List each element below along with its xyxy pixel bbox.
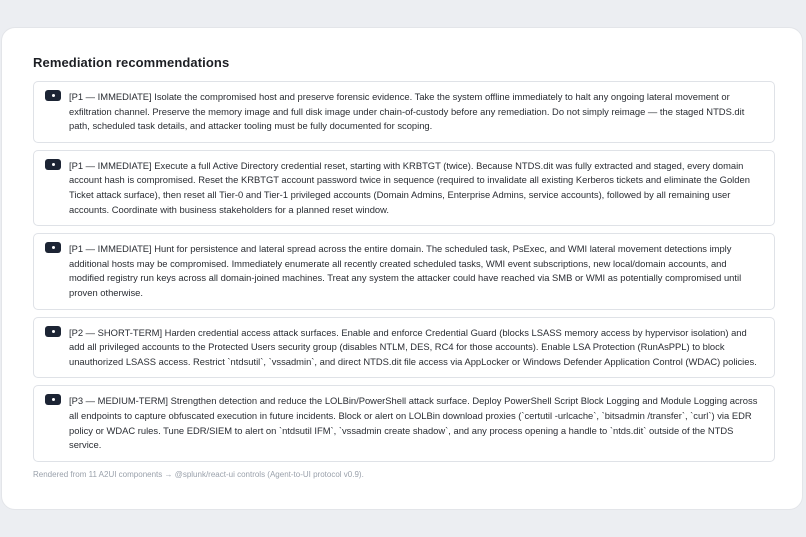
recommendation-card-3: [33, 233, 775, 309]
bullet-dot-icon: [45, 326, 61, 337]
bullet-dot-icon: [45, 90, 61, 101]
recommendation-card-2: [33, 150, 775, 226]
recommendation-text: [P1 — IMMEDIATE] Execute a full Active Directory credential reset, starting with KRBTGT (twice). Because NTDS.dit was fully extracted and staged, every domain account hash is compromised. Reset the KRBTGT account password twice in sequence (required to invalidate all existing Kerberos tickets and eliminate the Golden Ticket attack surface), then reset all Tier-0 and Tier-1 privileged accounts (Domain Admins, Enterprise Admins, service accounts), followed by all remaining user accounts. Coordinate with business stakeholders for a planned reset window.: [69, 159, 750, 215]
bullet-dot-icon: [45, 159, 61, 170]
recommendation-text: [P1 — IMMEDIATE] Isolate the compromised host and preserve forensic evidence. Take the system offline immediately to halt any ongoing lateral movement or exfiltration channel. Preserve the memory image and full disk image under chain-of-custody before any remediation. Do not simply reimage — the staged NTDS.dit path, scheduled task details, and attacker tooling must be fully documented for scoping.: [69, 91, 745, 132]
recommendation-card-1: [33, 81, 775, 143]
recommendation-card-5: [33, 385, 775, 461]
remediation-panel: [1, 27, 803, 510]
section-title: Remediation recommendations: [33, 55, 230, 70]
recommendation-text: [P1 — IMMEDIATE] Hunt for persistence and lateral spread across the entire domain. The scheduled task, PsExec, and WMI lateral movement detections imply additional hosts may be compromised. Immediately enumerate all recently created scheduled tasks, WMI event subscriptions, new local/domain accounts, and modified registry run keys across all domain-joined machines. Treat any system the attacker could have reached via SMB or WMI as potentially compromised until proven otherwise.: [69, 243, 742, 298]
bullet-dot-icon: [45, 242, 61, 253]
bullet-dot-icon: [45, 394, 61, 405]
recommendation-text: [P3 — MEDIUM-TERM] Strengthen detection and reduce the LOLBin/PowerShell attack surface. Deploy PowerShell Script Block Logging and Module Logging across all endpoints to capture obfuscated execution in future incidents. Block or alert on LOLBin download proxies (`certutil -urlcache`, `bitsadmin /transfer`, `curl`) via EDR policy or WDAC rules. Tune EDR/SIEM to alert on `ntdsutil IFM`, `vssadmin create shadow`, and any process opening a handle to `ntds.dit` outside of the NTDS service.: [69, 395, 758, 451]
recommendation-text: [P2 — SHORT-TERM] Harden credential access attack surfaces. Enable and enforce Credential Guard (blocks LSASS memory access by hypervisor isolation) and add all privileged accounts to the Protected Users security group (disables NTLM, DES, RC4 for those accounts). Enable LSA Protection (RunAsPPL) to block unauthorized LSASS access. Restrict `ntdsutil`, `vssadmin`, and direct NTDS.dit file access via AppLocker or Windows Defender Application Control (WDAC) policies.: [69, 326, 757, 367]
recommendation-card-4: [33, 317, 775, 379]
recommendation-list: [33, 81, 775, 469]
footer-note: Rendered from 11 A2UI components → @splunk/react-ui controls (Agent-to-UI protocol v0.9).: [33, 470, 364, 479]
